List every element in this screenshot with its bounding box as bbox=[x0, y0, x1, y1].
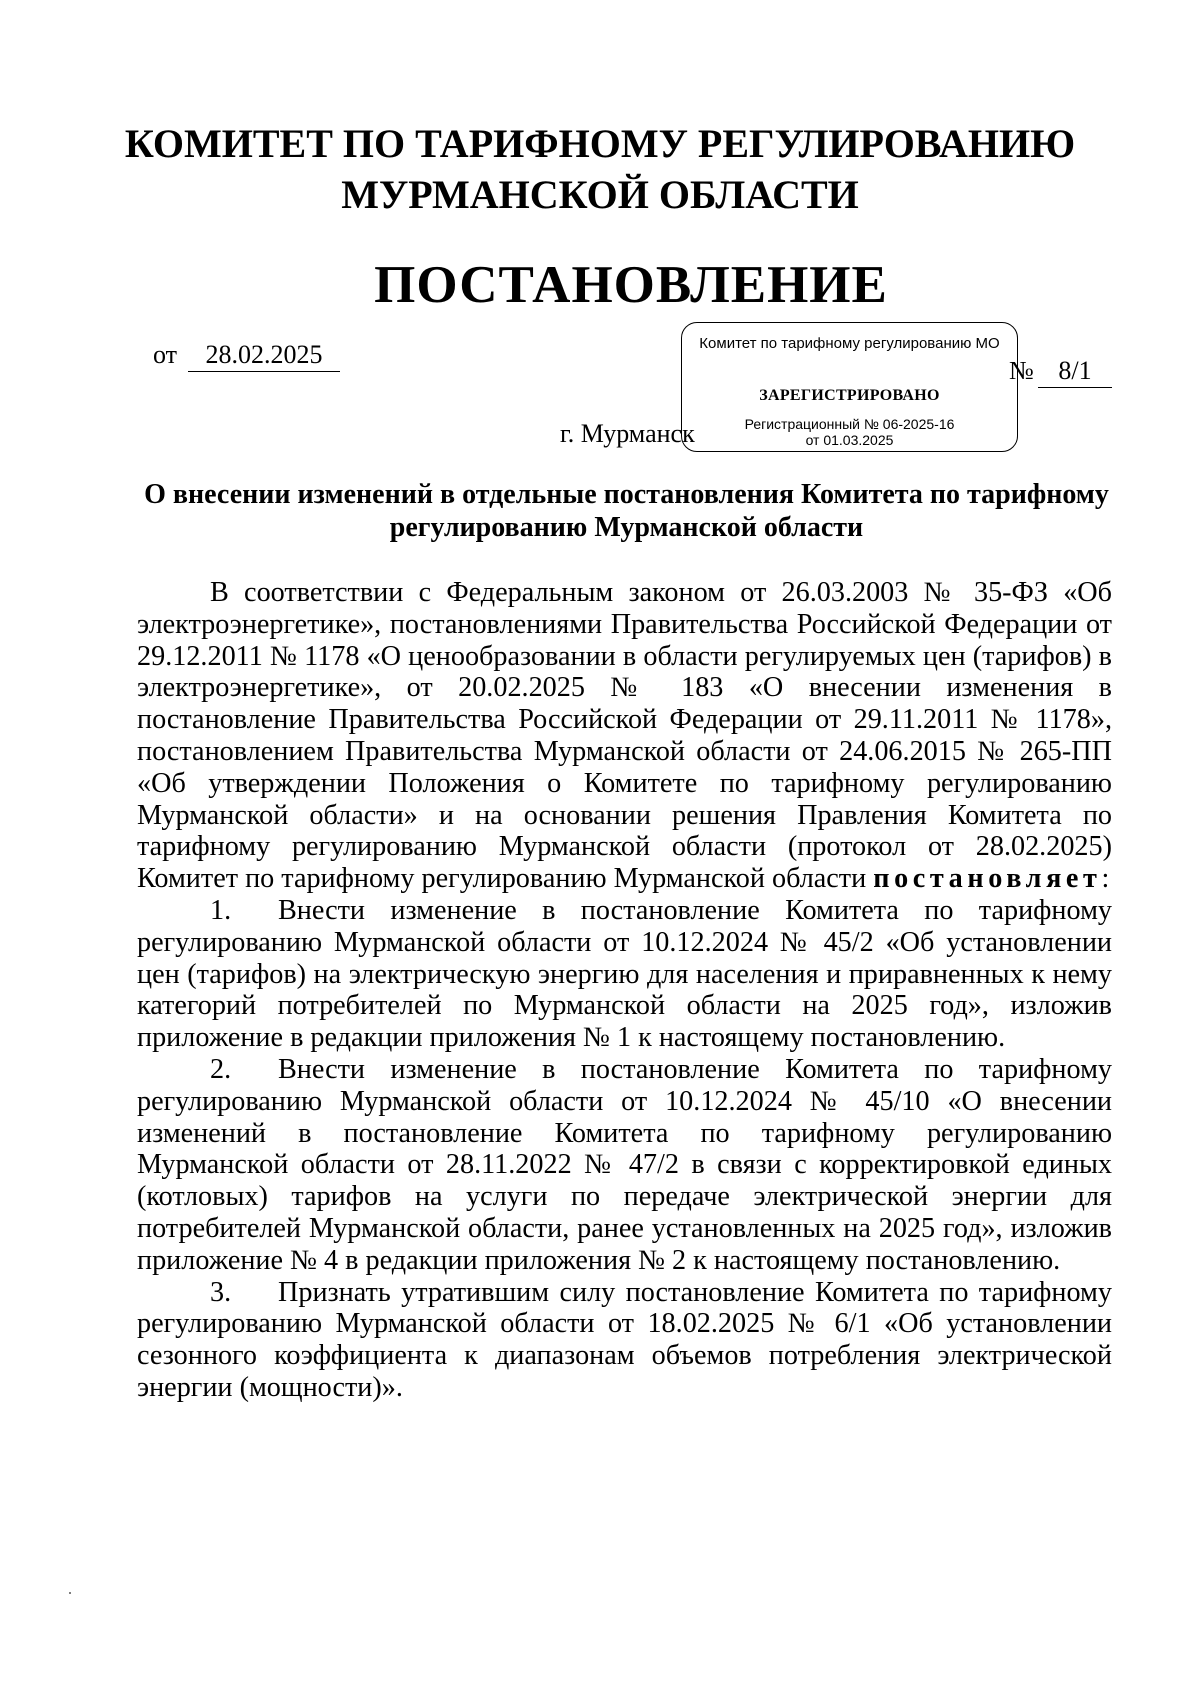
document-number: 8/1 bbox=[1038, 356, 1112, 388]
document-date: 28.02.2025 bbox=[188, 340, 340, 372]
stamp-registration-date: от 01.03.2025 bbox=[805, 432, 894, 448]
committee-name-line-1: КОМИТЕТ ПО ТАРИФНОМУ РЕГУЛИРОВАНИЮ bbox=[124, 121, 1076, 166]
document-type-heading: ПОСТАНОВЛЕНИЕ bbox=[374, 256, 888, 314]
item-number: 3. bbox=[210, 1276, 232, 1308]
list-item bbox=[137, 1054, 1112, 1277]
item-text: Внести изменение в постановление Комитета по тарифному регулированию Мурманской области от 10.12.2024 № 45/10 «О внесении изменений в постановление Комитета по тарифному регулированию Мурманской области от 28.11.2022 № 47/2 в связи с корректировкой единых (котловых) тарифов на услуги по передаче электрической энергии для потребителей Мурманской области, ранее установленных на 2025 год», изложив приложение № 4 в редакции приложения № 2 к настоящему постановлению. bbox=[137, 1053, 1112, 1276]
preamble-text: В соответствии с Федеральным законом от 26.03.2003 № 35-ФЗ «Об электроэнергетике», постановлениями Правительства Российской Федерации от 29.12.2011 № 1178 «О ценообразовании в области регулируемых цен (тарифов) в электроэнергетике», от 20.02.2025 № 183 «О внесении изменения в постановление Правительства Российской Федерации от 29.11.2011 № 1178», постановлением Правительства Мурманской области от 24.06.2015 № 265-ПП «Об утверждении Положения о Комитете по тарифному регулированию Мурманской области» и на основании решения Правления Комитета по тарифному регулированию Мурманской области (протокол от 28.02.2025) Комитет по тарифному регулированию Мурманской области bbox=[137, 577, 1112, 895]
scan-speck bbox=[69, 1592, 71, 1594]
preamble-paragraph bbox=[137, 577, 1112, 895]
city-name: г. Мурманск bbox=[560, 419, 695, 448]
document-title: О внесении изменений в отдельные постановления Комитета по тарифному регулированию Мурманской области bbox=[144, 479, 1109, 543]
list-item bbox=[137, 895, 1112, 1054]
item-number: 1. bbox=[210, 894, 232, 926]
stamp-status: ЗАРЕГИСТРИРОВАНО bbox=[759, 387, 940, 404]
item-text: Внести изменение в постановление Комитета по тарифному регулированию Мурманской области от 10.12.2024 № 45/2 «Об установлении цен (тарифов) на электрическую энергию для населения и приравненных к нему категорий потребителей по Мурманской области на 2025 год», изложив приложение в редакции приложения № 1 к настоящему постановлению. bbox=[137, 894, 1112, 1054]
item-number: 2. bbox=[210, 1053, 232, 1085]
number-prefix: № bbox=[1009, 356, 1034, 385]
document-body bbox=[137, 577, 1112, 1404]
committee-name-line-2: МУРМАНСКОЙ ОБЛАСТИ bbox=[341, 172, 859, 217]
stamp-registration-number: Регистрационный № 06-2025-16 bbox=[744, 416, 955, 432]
resolves-suffix: : bbox=[1101, 863, 1110, 895]
item-text: Признать утратившим силу постановление Комитета по тарифному регулированию Мурманской области от 18.02.2025 № 6/1 «Об установлении сезонного коэффициента к диапазонам объемов потребления электрической энергии (мощности)». bbox=[137, 1276, 1112, 1403]
registration-stamp bbox=[681, 322, 1018, 452]
date-prefix: от bbox=[153, 340, 178, 369]
resolves-word: постановляет bbox=[873, 863, 1102, 895]
stamp-organization: Комитет по тарифному регулированию МО bbox=[699, 335, 1000, 352]
list-item bbox=[137, 1277, 1112, 1404]
